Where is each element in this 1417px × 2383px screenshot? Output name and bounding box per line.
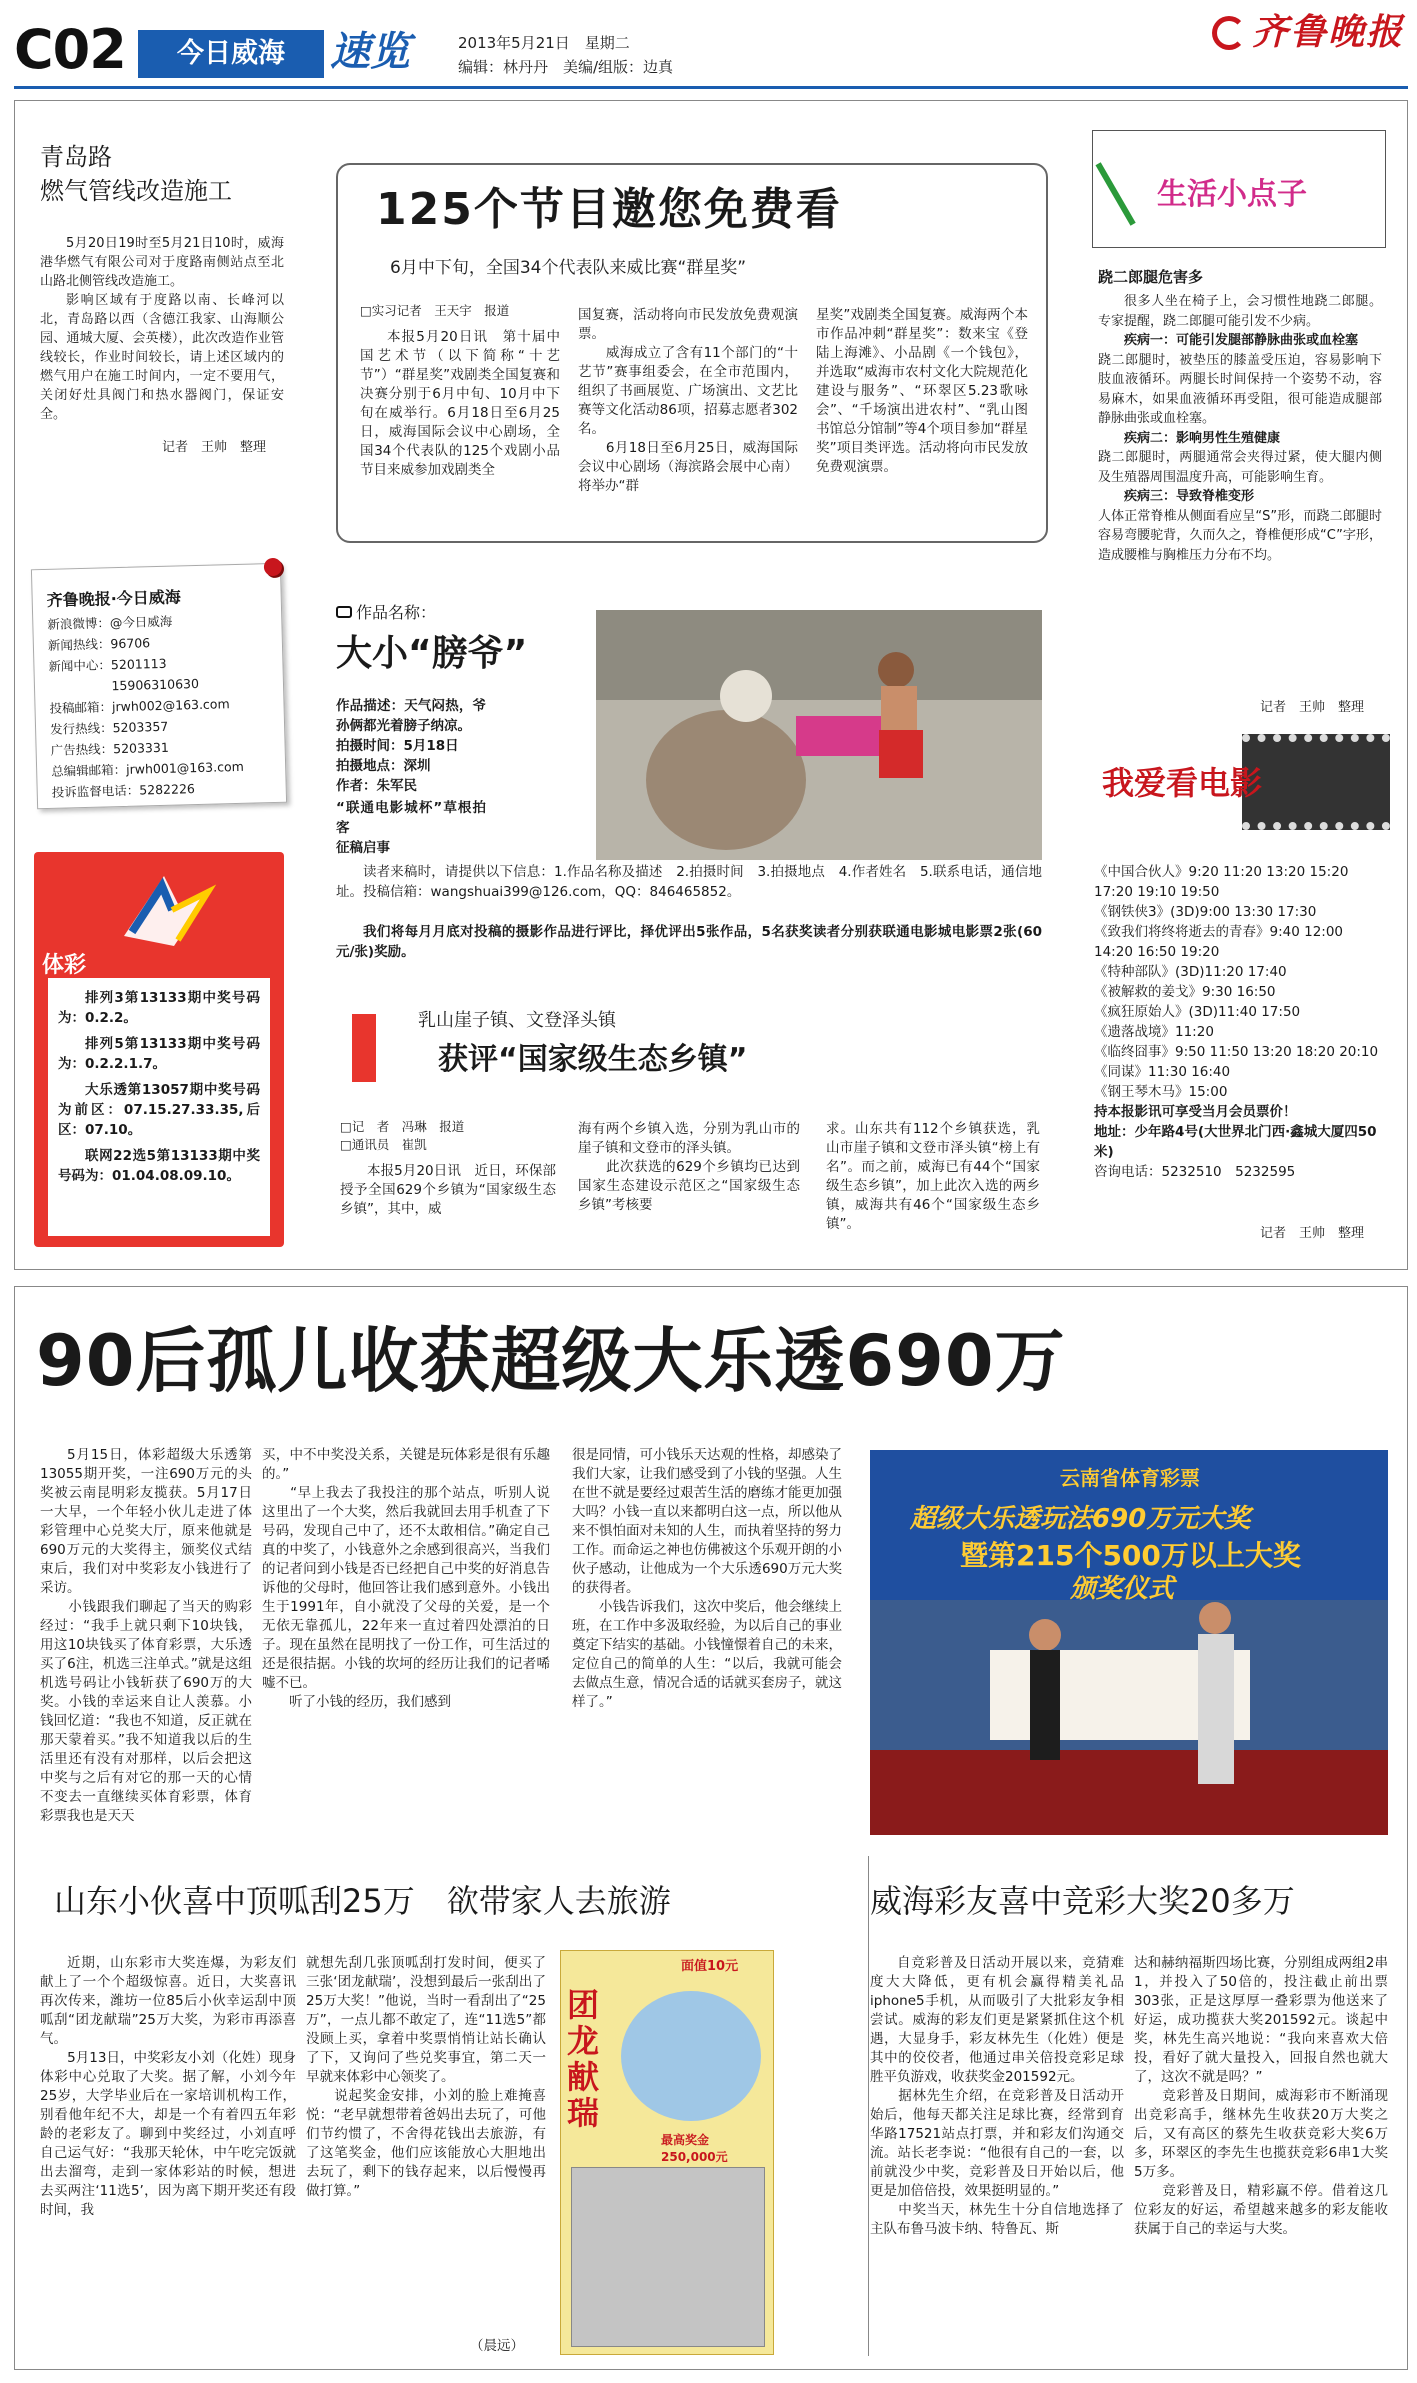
tips-para: 人体正常脊椎从侧面看应呈“S”形，而跷二郎腿时容易弯腰驼背，久而久之，脊椎便形成“C”字形，造成腰椎与胸椎压力分布不均。 [1098, 508, 1382, 563]
scratch-author: （晨远） [470, 2338, 524, 2354]
tips-column [1092, 130, 1392, 720]
shows-col1: 本报5月20日讯 第十届中国艺术节（以下简称“十艺节”）“群星奖”戏剧类全国复赛和决赛分别于6月中旬、10月中下旬在威举行。6月18日至6月25日，威海国际会议中心剧场，全国34个代表队的125个戏剧小品节目来威参加戏剧类全 [360, 329, 560, 478]
contact-line: 新浪微博：@今日威海 [47, 613, 173, 632]
contact-list [47, 609, 245, 803]
contact-line: 新闻热线：96706 [47, 635, 151, 653]
cinema-phone: 咨询电话：5232510 5232595 [1094, 1164, 1296, 1180]
showtime-item: 《致我们将终将逝去的青春》9:40 12:00 14:20 16:50 19:20 [1094, 924, 1344, 960]
contact-line: 新闻中心：5201113 [48, 655, 167, 674]
shows-col2: 国复赛，活动将向市民发放免费观演票。 威海成立了含有11个部门的“十艺节”赛事组委会，在全市范围内，组织了书画展览、广场演出、文艺比赛等文化活动86项，招募志愿者302名。 6月18日至6月25日，威海国际会议中心剧场（海滨路会展中心南）将举办“群 [578, 307, 798, 494]
tips-para: 跷二郎腿时，两腿通常会夹得过紧，使大腿内侧及生殖器周围温度升高，可能影响生育。 [1098, 450, 1382, 485]
shows-subtitle: 6月中下旬，全国34个代表队来威比赛“群星奖” [390, 258, 747, 278]
lottery-result: 排列5第13133期中奖号码为：0.2.2.1.7。 [58, 1036, 260, 1072]
scratch-ticket [560, 1950, 774, 2355]
showtime-item: 《临终囧事》9:50 11:50 13:20 18:20 20:10 [1094, 1044, 1379, 1060]
cinema-address: 地址：少年路4号(大世界北门西·鑫城大厦四50米) [1094, 1124, 1377, 1160]
photo-author: 作者：朱军民 [336, 778, 417, 794]
contact-line: 总编辑邮箱：jrwh001@163.com [51, 758, 244, 779]
pushpin-icon [264, 558, 282, 576]
contact-line: 15906310630 [48, 675, 200, 695]
scratch-col2: 就想先刮几张顶呱刮打发时间，便买了三张‘团龙献瑞’，没想到最后一张刮出了25万大奖！”他说，当时一看刮出了“25万”，一点儿都不敢定了，连“11选5”都没顾上买，拿着中奖票悄悄让站长确认了下，又询问了些兑奖事宜，第二天一早就来体彩中心领奖了。 说起奖金安排，小刘的脸上难掩喜悦：“老早就想带着爸妈出去玩了，可他们节约惯了，不舍得花钱出去旅游，有了这笔奖金，他们应该能放心大胆地出去玩了，剩下的钱存起来，以后慢慢再做打算。” [306, 1955, 546, 2199]
eco-article [336, 1000, 1048, 1250]
award-banner-line4: 颁奖仪式 [1070, 1574, 1175, 1604]
pipeline-para: 影响区域有于度路以南、长峰河以北，青岛路以西（含德江我家、山海顺公园、通城大厦、会英楼），此次改造作业管线较长，作业时间较长，请上述区域内的燃气用户在施工时间内，一定不要用气，关闭好灶具阀门和热水器阀门，保证安全。 [40, 293, 284, 422]
movies-byline: 记者 王帅 整理 [1260, 1226, 1365, 1241]
award-banner-line1: 云南省体育彩票 [1060, 1466, 1200, 1490]
eco-byline-correspondent: □通讯员 崔凯 [340, 1137, 427, 1152]
scratch-grid [571, 2167, 765, 2347]
ticket-prize: 最高奖金 250,000元 [661, 2133, 728, 2164]
ticket-price: 面值10元 [681, 1959, 739, 1974]
showtime-item: 《被解救的姜戈》9:30 16:50 [1094, 984, 1276, 1000]
weihai-headline: 威海彩友喜中竞彩大奖20多万 [870, 1882, 1295, 1920]
contact-line: 广告热线：5203331 [50, 739, 169, 758]
showtime-item: 《中国合伙人》9:20 11:20 13:20 15:20 17:20 19:10 19:50 [1094, 864, 1349, 900]
weihai-col1: 自竞彩普及日活动开展以来，竞猜难度大大降低，更有机会赢得精美礼品iphone5手机，从而吸引了大批彩友争相尝试。威海的彩友们更是紧紧抓住这个机遇，大显身手，彩友林先生（化姓）便是其中的佼佼者，他通过串关倍投竞彩足球胜平负游戏，收获奖金201592元。 据林先生介绍，在竞彩普及日活动开始后，他每天都关注足球比赛，经常到育华路17521站点打票，并和彩友们沟通交流。站长老李说：“他很有自己的一套，以前就没少中奖，竞彩普及日开始以后，他更是加倍倍投，效果挺明显的。” 中奖当天，林先生十分自信地选择了主队布鲁马波卡纳、特鲁瓦、斯 [870, 1955, 1124, 2237]
pipeline-para: 5月20日19时至5月21日10时，威海港华燃气有限公司对于度路南侧站点至北山路北侧管线改造施工。 [40, 236, 284, 289]
lottery-result: 排列3第13133期中奖号码为：0.2.2。 [58, 990, 260, 1026]
pencil-person-icon [1096, 150, 1157, 226]
lotto-col3: 很是同情，可小钱乐天达观的性格，却感染了我们大家，让我们感受到了小钱的坚强。人生在世不就是要经过艰苦生活的磨练才能更加强大吗？小钱一直以来都明白这一点，所以他从来不惧怕面对未知的人生，而执着坚持的努力工作。而命运之神也仿佛被这个乐观开朗的小伙子感动，让他成为一个大乐透690万元大奖的获得者。 小钱告诉我们，这次中奖后，他会继续上班，在工作中多汲取经验，为以后自己的事业奠定下结实的基础。小钱憧憬着自己的未来，定位自己的简单的人生：“以后，我就可能会去做点生意，情况合适的话就买套房子，就这样了。” [572, 1447, 842, 1710]
member-note: 持本报影讯可享受当月会员票价！ [1094, 1104, 1297, 1120]
page-number: C02 [14, 18, 126, 81]
showtime-item: 《遗落战境》11:20 [1094, 1024, 1214, 1040]
shows-col3: 星奖”戏剧类全国复赛。威海两个本市作品冲刺“群星奖”：数来宝《登陆上海滩》、小品剧《一个钱包》，并选取“威海市农村文化大院规范化建设与服务”、“环翠区5.23歌咏会”、“千场演出进农村”、“乳山图书馆总分馆制”等4个项目参加“群星奖”项目类评选。活动将向市民发放免费观演票。 [816, 307, 1028, 475]
eco-headline: 获评“国家级生态乡镇” [438, 1042, 748, 1077]
showtime-item: 《特种部队》(3D)11:20 17:40 [1094, 964, 1287, 980]
photo-time: 拍摄时间：5月18日 [336, 738, 459, 754]
pipeline-title-line2: 燃气管线改造施工 [40, 177, 232, 205]
eco-col3: 求。山东共有112个乡镇获选，乳山市崖子镇和文登市泽头镇“榜上有名”。而之前，威海已有44个“国家级生态乡镇”，加上此次入选的两乡镇，威海共有46个“国家级生态乡镇”。 [826, 1121, 1040, 1232]
eco-red-bar [352, 1014, 376, 1082]
film-strip-icon [1242, 734, 1390, 830]
shows-byline: □实习记者 王天宇 报道 [360, 303, 510, 318]
eco-byline [340, 1118, 464, 1154]
pipeline-title-line1: 青岛路 [40, 143, 112, 171]
contest-notice-award: 我们将每月月底对投稿的摄影作品进行评比，择优评出5张作品，5名获奖读者分别获联通电影城电影票2张(60元/张)奖励。 [336, 924, 1042, 960]
contact-line: 发行热线：5203357 [49, 718, 169, 737]
dragon-icon [621, 1991, 761, 2121]
lottery-label: 体彩 [42, 953, 87, 978]
tips-para: 跷二郎腿时，被垫压的膝盖受压迫，容易影响下肢血液循环。两腿长时间保持一个姿势不动，容易麻木，如果血液循环再受阻，很可能造成腿部静脉曲张或血栓塞。 [1098, 352, 1382, 426]
contest-photo [596, 610, 1042, 860]
paper-name: 齐鲁晚报 [1252, 12, 1405, 53]
bottom-divider [868, 1856, 869, 2356]
movies-logo-text: 我爱看电影 [1102, 764, 1263, 802]
column-logo: 速览 [330, 29, 410, 75]
award-banner-line3: 暨第215个500万以上大奖 [960, 1539, 1301, 1572]
date-line: 2013年5月21日 星期二 [458, 34, 630, 52]
showtimes-list [1094, 862, 1386, 1182]
eco-kicker: 乳山崖子镇、文登泽头镇 [418, 1010, 616, 1031]
award-photo [870, 1450, 1388, 1835]
lotto-headline: 90后孤儿收获超级大乐透690万 [36, 1320, 1066, 1402]
weihai-col2: 达和赫纳福斯四场比赛，分别组成两组2串1，并投入了50倍的，投注截止前出票303张，正是这厚厚一叠彩票为他送来了好运，成功揽获大奖201592元。谈起中奖，林先生高兴地说：“我向来喜欢大倍投，看好了就大量投入，回报自然也就大了，这次不就是吗？” 竞彩普及日期间，威海彩市不断涌现出竞彩高手，继林先生收获20万大奖之后，又有高区的蔡先生收获竞彩大奖6万多，环翠区的李先生也揽获竞彩6串1大奖5万多。 竞彩普及日，精彩赢不停。借着这几位彩友的好运，希望越来越多的彩友能收获属于自己的幸运与大奖。 [1134, 1955, 1388, 2237]
contest-notice: 读者来稿时，请提供以下信息：1.作品名称及描述 2.拍摄时间 3.拍摄地点 4.作者姓名 5.联系电话，通信地址。投稿信箱：wangshuai399@126.com，QQ：846465852。 [336, 864, 1042, 900]
contact-line: 投稿邮箱：jrwh002@163.com [49, 696, 230, 716]
showtime-item: 《疯狂原始人》(3D)11:40 17:50 [1094, 1004, 1301, 1020]
tips-logo [1092, 130, 1386, 248]
award-banner-line2: 超级大乐透玩法690万元大奖 [910, 1504, 1251, 1534]
contest-sponsor: “联通电影城杯”草根拍客 [336, 800, 486, 836]
eco-col2: 海有两个乡镇入选，分别为乳山市的崖子镇和文登市的泽头镇。 此次获选的629个乡镇均已达到国家生态建设示范区之“国家级生态乡镇”考核要 [578, 1121, 800, 1213]
tips-heading: 疾病三：导致脊椎变形 [1124, 489, 1255, 504]
scratch-col1: 近期，山东彩市大奖连爆，为彩友们献上了一个个超级惊喜。近日，大奖喜讯再次传来，潍坊一位85后小伙幸运刮中顶呱刮“团龙献瑞”25万大奖，为彩市再添喜气。 5月13日，中奖彩友小刘（化姓）现身体彩中心兑取了大奖。据了解，小刘今年25岁，大学毕业后在一家培训机构工作，别看他年纪不大，却是一个有着四五年彩龄的老彩友了。聊到中奖经过，小刘直呼自己运气好：“我那天轮休，中午吃完饭就出去溜弯，走到一家体彩站的时候，想进去买两注‘11选5’，因为离下期开奖还有段时间，我 [40, 1955, 296, 2218]
masthead-rule [14, 86, 1408, 89]
photo-label: 作品名称： [356, 603, 437, 622]
tips-heading: 疾病一：可能引发腿部静脉曲张或血栓塞 [1124, 333, 1359, 348]
pipeline-body [40, 234, 284, 424]
lottery-results [48, 978, 270, 1236]
camera-icon [336, 606, 352, 618]
eco-col1: 本报5月20日讯 近日，环保部授予全国629个乡镇为“国家级生态乡镇”，其中，威 [340, 1163, 556, 1217]
contact-line: 投诉监督电话：5282226 [51, 781, 196, 800]
lottery-result: 联网22选5第13133期中奖号码为：01.04.08.09.10。 [58, 1148, 260, 1184]
shows-headline: 125个节目邀您免费看 [376, 184, 842, 235]
showtime-item: 《钢王琴木马》15:00 [1094, 1084, 1228, 1100]
tips-body [1098, 292, 1382, 696]
lotto-col1: 5月15日，体彩超级大乐透第13055期开奖，一注690万元的头奖被云南昆明彩友揽获。5月17日一大早，一个年轻小伙儿走进了体彩管理中心兑奖大厅，原来他就是690万元的大奖得主，颁奖仪式结束后，我们对中奖彩友小钱进行了采访。 小钱跟我们聊起了当天的购彩经过：“我手上就只剩下10块钱，用这10块钱买了体育彩票，大乐透买了6注，机选三注单式。”就是这组机选号码让小钱斩获了690万的大奖。小钱的幸运来自让人羡慕。小钱回忆道：“我也不知道，反正就在那天蒙着买。”我不知道我以后的生活里还有没有对那样，以后会把这中奖与之后有对它的那一天的心情不变去一直继续买体育彩票，体育彩票我也是天天 [40, 1447, 252, 1824]
photo-contest [336, 600, 1048, 980]
scratch-headline: 山东小伙喜中顶呱刮25万 欲带家人去旅游 [54, 1882, 671, 1920]
contact-box [31, 563, 287, 809]
contact-title: 齐鲁晚报·今日威海 [46, 587, 182, 610]
tips-title: 跷二郎腿危害多 [1098, 268, 1204, 286]
contest-notice-title: 征稿启事 [336, 840, 390, 856]
lottery-box [34, 852, 284, 1247]
lottery-result: 大乐透第13057期中奖号码为前区：07.15.27.33.35,后区：07.10。 [58, 1082, 260, 1138]
movies-logo [1092, 728, 1392, 838]
movies-column [1092, 728, 1392, 1248]
masthead [0, 0, 1417, 92]
showtime-item: 《钢铁侠3》(3D)9:00 13:30 17:30 [1094, 904, 1317, 920]
photo-desc: 作品描述：天气闷热，爷孙俩都光着膀子纳凉。 [336, 698, 486, 734]
eco-byline-reporter: □记 者 冯琳 报道 [340, 1119, 465, 1134]
editor-line: 编辑：林丹丹 美编/组版：边真 [458, 58, 674, 76]
tips-logo-text: 生活小点子 [1157, 177, 1307, 212]
photo-info [336, 696, 486, 858]
section-tag: 今日威海 [138, 30, 324, 78]
tips-intro: 很多人坐在椅子上，会习惯性地跷二郎腿。专家提醒，跷二郎腿可能引发不少病。 [1098, 294, 1382, 329]
tips-heading: 疾病二：影响男性生殖健康 [1124, 430, 1281, 446]
photo-title: 大小“膀爷” [336, 633, 528, 674]
ticket-name: 团龙献瑞 [567, 1986, 600, 2132]
lotto-col2: 买，中不中奖没关系，关键是玩体彩是很有乐趣的。” “早上我去了我投注的那个站点，听别人说这里出了一个大奖，然后我就回去用手机查了下号码，发现自己中了，还不太敢相信。”确定自己真的中奖了，小钱意外之余感到很高兴，当我们的记者问到小钱是否已经把自己中奖的好消息告诉他的父母时，他回答让我们感到意外。小钱出生于1991年，自小就没了父母的关爱，是一个无依无靠孤儿，22年来一直过着四处漂泊的日子。现在虽然在昆明找了一份工作，可生活过的还是很拮据。小钱的坎坷的经历让我们的记者唏嘘不已。 听了小钱的经历，我们感到 [262, 1447, 550, 1710]
tips-byline: 记者 王帅 整理 [1260, 700, 1365, 715]
lottery-logo-icon [104, 866, 224, 956]
pipeline-byline: 记者 王帅 整理 [161, 440, 266, 455]
photo-place: 拍摄地点：深圳 [336, 758, 431, 774]
showtime-item: 《同谋》11:30 16:40 [1094, 1064, 1231, 1080]
paper-logo-icon [1212, 16, 1246, 50]
pipeline-notice [40, 140, 284, 540]
